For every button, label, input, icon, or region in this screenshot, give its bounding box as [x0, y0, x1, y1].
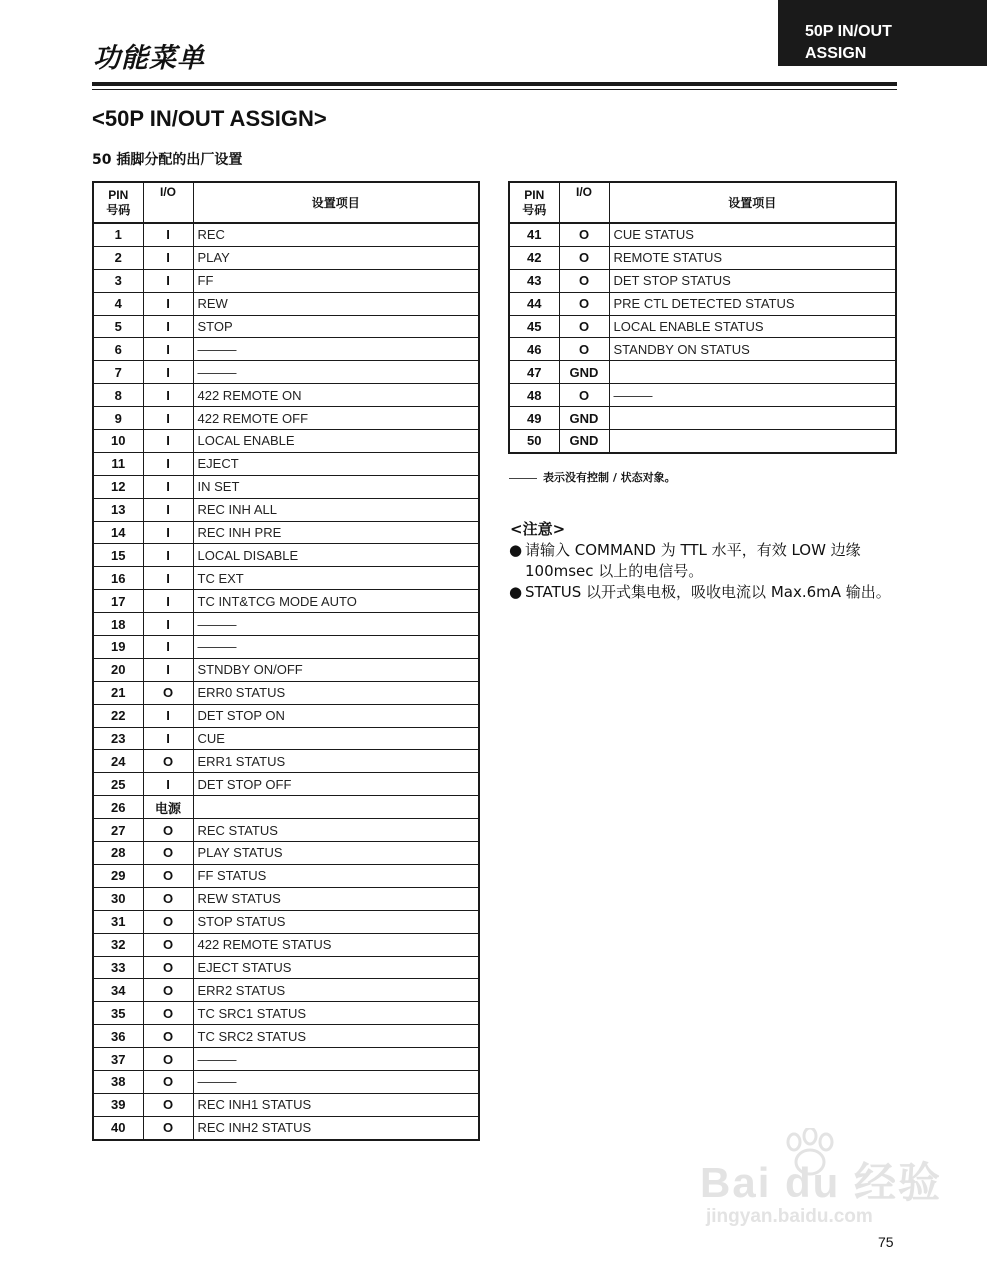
table-header-row: [509, 182, 896, 223]
pin-cell: 20: [93, 658, 143, 681]
io-cell: I: [143, 521, 193, 544]
table-row: [93, 315, 479, 338]
io-cell: O: [143, 1070, 193, 1093]
table-row: [93, 613, 479, 636]
note-item: ● STATUS 以开式集电极，吸收电流以 Max.6mA 输出。: [509, 582, 899, 603]
table-row: [93, 1116, 479, 1139]
pin-cell: 7: [93, 361, 143, 384]
item-cell: REC: [193, 223, 479, 246]
table-row: [509, 338, 896, 361]
io-cell: O: [143, 1025, 193, 1048]
io-cell: I: [143, 475, 193, 498]
item-cell: STOP STATUS: [193, 910, 479, 933]
table-row: [93, 681, 479, 704]
item-cell: STOP: [193, 315, 479, 338]
table-row: [93, 292, 479, 315]
pin-cell: 16: [93, 567, 143, 590]
table-row: [93, 658, 479, 681]
item-cell: REC INH2 STATUS: [193, 1116, 479, 1139]
table-row: [93, 1093, 479, 1116]
pin-cell: 48: [509, 384, 559, 407]
pin-cell: 15: [93, 544, 143, 567]
notes-title: <注意>: [510, 520, 566, 538]
pin-cell: 37: [93, 1048, 143, 1071]
item-cell: CUE STATUS: [609, 223, 896, 246]
legend-text: 表示没有控制 / 状态对象。: [543, 471, 676, 484]
table-row: [93, 1048, 479, 1071]
legend-dash: [509, 478, 537, 479]
table-row: [93, 544, 479, 567]
pin-cell: 18: [93, 613, 143, 636]
item-cell: ———: [193, 1070, 479, 1093]
item-cell: DET STOP ON: [193, 704, 479, 727]
pin-cell: 5: [93, 315, 143, 338]
table-row: [93, 223, 479, 246]
pin-cell: 29: [93, 864, 143, 887]
pin-cell: 6: [93, 338, 143, 361]
pin-cell: 23: [93, 727, 143, 750]
item-cell: [609, 407, 896, 430]
table-row: [93, 773, 479, 796]
io-cell: O: [143, 1116, 193, 1139]
io-cell: O: [143, 842, 193, 865]
io-cell: O: [143, 979, 193, 1002]
io-cell: O: [143, 1048, 193, 1071]
table-row: [93, 979, 479, 1002]
table-row: [93, 842, 479, 865]
header-rule-thick: [92, 82, 897, 86]
io-cell: O: [559, 338, 609, 361]
table-row: [93, 1025, 479, 1048]
io-cell: I: [143, 269, 193, 292]
subheading: 50 插脚分配的出厂设置: [92, 152, 243, 168]
io-cell: I: [143, 727, 193, 750]
table-row: [93, 338, 479, 361]
header-pin-line1: PIN: [108, 187, 129, 202]
table-row: [93, 704, 479, 727]
pin-cell: 43: [509, 269, 559, 292]
item-cell: REC INH1 STATUS: [193, 1093, 479, 1116]
io-cell: I: [143, 567, 193, 590]
io-cell: O: [559, 292, 609, 315]
item-cell: ———: [193, 361, 479, 384]
table-row: [93, 910, 479, 933]
pin-cell: 42: [509, 246, 559, 269]
pin-cell: 12: [93, 475, 143, 498]
page-number: 75: [878, 1234, 894, 1250]
table-row: [93, 819, 479, 842]
io-cell: O: [143, 681, 193, 704]
pin-cell: 19: [93, 636, 143, 659]
io-cell: O: [559, 269, 609, 292]
item-cell: PLAY: [193, 246, 479, 269]
table-row: [509, 361, 896, 384]
item-cell: ———: [193, 613, 479, 636]
table-row: [509, 315, 896, 338]
pin-cell: 9: [93, 407, 143, 430]
pin-cell: 2: [93, 246, 143, 269]
header-pin-line1: PIN: [524, 187, 545, 202]
pin-table-left: [92, 181, 480, 1141]
io-cell: GND: [559, 361, 609, 384]
header-pin-line2: 号码: [106, 202, 131, 217]
item-cell: [609, 361, 896, 384]
pin-cell: 28: [93, 842, 143, 865]
table-row: [93, 933, 479, 956]
section-tab-line1: 50P IN/OUT: [805, 23, 892, 40]
io-cell: I: [143, 452, 193, 475]
item-cell: [193, 796, 479, 819]
table-row: [93, 452, 479, 475]
io-cell: I: [143, 498, 193, 521]
io-cell: I: [143, 384, 193, 407]
item-cell: TC SRC2 STATUS: [193, 1025, 479, 1048]
section-tab: [778, 0, 987, 66]
pin-cell: 50: [509, 430, 559, 453]
pin-cell: 13: [93, 498, 143, 521]
item-cell: PRE CTL DETECTED STATUS: [609, 292, 896, 315]
io-cell: I: [143, 315, 193, 338]
io-cell: O: [143, 1093, 193, 1116]
io-cell: I: [143, 590, 193, 613]
item-cell: CUE: [193, 727, 479, 750]
table-row: [509, 407, 896, 430]
item-cell: PLAY STATUS: [193, 842, 479, 865]
pin-cell: 36: [93, 1025, 143, 1048]
item-cell: 422 REMOTE OFF: [193, 407, 479, 430]
pin-cell: 32: [93, 933, 143, 956]
pin-cell: 45: [509, 315, 559, 338]
io-cell: I: [143, 361, 193, 384]
pin-cell: 8: [93, 384, 143, 407]
item-cell: 422 REMOTE ON: [193, 384, 479, 407]
pin-cell: 46: [509, 338, 559, 361]
pin-cell: 1: [93, 223, 143, 246]
item-cell: REW: [193, 292, 479, 315]
header-rule-thin: [92, 89, 897, 90]
table-row: [509, 384, 896, 407]
item-cell: STANDBY ON STATUS: [609, 338, 896, 361]
io-cell: O: [559, 223, 609, 246]
item-cell: ERR2 STATUS: [193, 979, 479, 1002]
table-row: [93, 1070, 479, 1093]
io-cell: GND: [559, 430, 609, 453]
item-cell: EJECT STATUS: [193, 956, 479, 979]
item-cell: EJECT: [193, 452, 479, 475]
table-row: [509, 430, 896, 453]
header-io: I/O: [143, 182, 193, 223]
header-io: I/O: [559, 182, 609, 223]
table-row: [509, 269, 896, 292]
pin-cell: 21: [93, 681, 143, 704]
pin-cell: 22: [93, 704, 143, 727]
header-pin: [93, 182, 143, 223]
header-pin: [509, 182, 559, 223]
item-cell: TC INT&TCG MODE AUTO: [193, 590, 479, 613]
pin-cell: 26: [93, 796, 143, 819]
table-row: [93, 475, 479, 498]
io-cell: O: [143, 864, 193, 887]
pin-cell: 38: [93, 1070, 143, 1093]
table-header-row: [93, 182, 479, 223]
table-row: [509, 292, 896, 315]
pin-cell: 11: [93, 452, 143, 475]
item-cell: REMOTE STATUS: [609, 246, 896, 269]
table-row: [93, 727, 479, 750]
pin-cell: 35: [93, 1002, 143, 1025]
pin-cell: 25: [93, 773, 143, 796]
item-cell: FF: [193, 269, 479, 292]
io-cell: I: [143, 658, 193, 681]
table-row: [509, 223, 896, 246]
pin-cell: 3: [93, 269, 143, 292]
table-row: [93, 1002, 479, 1025]
section-tab-line2: ASSIGN: [805, 45, 867, 62]
pin-cell: 47: [509, 361, 559, 384]
table-row: [93, 246, 479, 269]
io-cell: O: [143, 1002, 193, 1025]
item-cell: ———: [193, 1048, 479, 1071]
watermark-brand: Bai du 经验: [700, 1159, 943, 1206]
table-row: [93, 887, 479, 910]
io-cell: I: [143, 544, 193, 567]
table-row: [93, 430, 479, 453]
watermark-url: jingyan.baidu.com: [706, 1206, 873, 1227]
io-cell: I: [143, 223, 193, 246]
item-cell: REC INH ALL: [193, 498, 479, 521]
io-cell: O: [559, 384, 609, 407]
pin-cell: 41: [509, 223, 559, 246]
pin-cell: 49: [509, 407, 559, 430]
io-cell: I: [143, 407, 193, 430]
io-cell: O: [143, 750, 193, 773]
table-row: [93, 361, 479, 384]
item-cell: REC INH PRE: [193, 521, 479, 544]
item-cell: TC EXT: [193, 567, 479, 590]
item-cell: REC STATUS: [193, 819, 479, 842]
io-cell: I: [143, 704, 193, 727]
table-row: [93, 269, 479, 292]
page-header-title: 功能菜单: [93, 43, 205, 74]
table-row: [93, 590, 479, 613]
item-cell: [609, 430, 896, 453]
item-cell: IN SET: [193, 475, 479, 498]
pin-table-right: [508, 181, 897, 454]
pin-cell: 27: [93, 819, 143, 842]
pin-cell: 44: [509, 292, 559, 315]
item-cell: LOCAL ENABLE: [193, 430, 479, 453]
header-pin-line2: 号码: [522, 202, 547, 217]
table-row: [93, 407, 479, 430]
io-cell: I: [143, 292, 193, 315]
table-row: [93, 864, 479, 887]
pin-cell: 31: [93, 910, 143, 933]
io-cell: I: [143, 613, 193, 636]
item-cell: ———: [193, 636, 479, 659]
item-cell: DET STOP STATUS: [609, 269, 896, 292]
table-row: [509, 246, 896, 269]
io-cell: I: [143, 773, 193, 796]
io-cell: I: [143, 636, 193, 659]
io-cell: 电源: [143, 796, 193, 819]
pin-cell: 17: [93, 590, 143, 613]
section-heading: <50P IN/OUT ASSIGN>: [92, 106, 327, 131]
header-item: 设置项目: [609, 182, 896, 223]
header-item: 设置项目: [193, 182, 479, 223]
pin-cell: 40: [93, 1116, 143, 1139]
notes-list: [509, 540, 899, 603]
item-cell: TC SRC1 STATUS: [193, 1002, 479, 1025]
pin-cell: 14: [93, 521, 143, 544]
item-cell: 422 REMOTE STATUS: [193, 933, 479, 956]
pin-cell: 10: [93, 430, 143, 453]
item-cell: LOCAL DISABLE: [193, 544, 479, 567]
pin-cell: 4: [93, 292, 143, 315]
item-cell: ERR1 STATUS: [193, 750, 479, 773]
io-cell: O: [143, 910, 193, 933]
pin-cell: 24: [93, 750, 143, 773]
table-row: [93, 956, 479, 979]
io-cell: O: [143, 887, 193, 910]
item-cell: REW STATUS: [193, 887, 479, 910]
table-row: [93, 498, 479, 521]
io-cell: O: [143, 956, 193, 979]
table-row: [93, 567, 479, 590]
io-cell: GND: [559, 407, 609, 430]
io-cell: I: [143, 430, 193, 453]
pin-cell: 33: [93, 956, 143, 979]
table-row: [93, 796, 479, 819]
pin-cell: 30: [93, 887, 143, 910]
item-cell: ———: [193, 338, 479, 361]
table-row: [93, 384, 479, 407]
table-row: [93, 750, 479, 773]
io-cell: O: [143, 819, 193, 842]
item-cell: STNDBY ON/OFF: [193, 658, 479, 681]
item-cell: DET STOP OFF: [193, 773, 479, 796]
pin-cell: 39: [93, 1093, 143, 1116]
table-row: [93, 636, 479, 659]
io-cell: O: [559, 315, 609, 338]
note-item: ● 请输入 COMMAND 为 TTL 水平，有效 LOW 边缘 100msec 以上的电信号。: [509, 540, 899, 582]
io-cell: I: [143, 246, 193, 269]
table-row: [93, 521, 479, 544]
io-cell: I: [143, 338, 193, 361]
item-cell: ERR0 STATUS: [193, 681, 479, 704]
item-cell: LOCAL ENABLE STATUS: [609, 315, 896, 338]
item-cell: FF STATUS: [193, 864, 479, 887]
io-cell: O: [143, 933, 193, 956]
item-cell: ———: [609, 384, 896, 407]
pin-cell: 34: [93, 979, 143, 1002]
io-cell: O: [559, 246, 609, 269]
legend: [509, 469, 676, 485]
